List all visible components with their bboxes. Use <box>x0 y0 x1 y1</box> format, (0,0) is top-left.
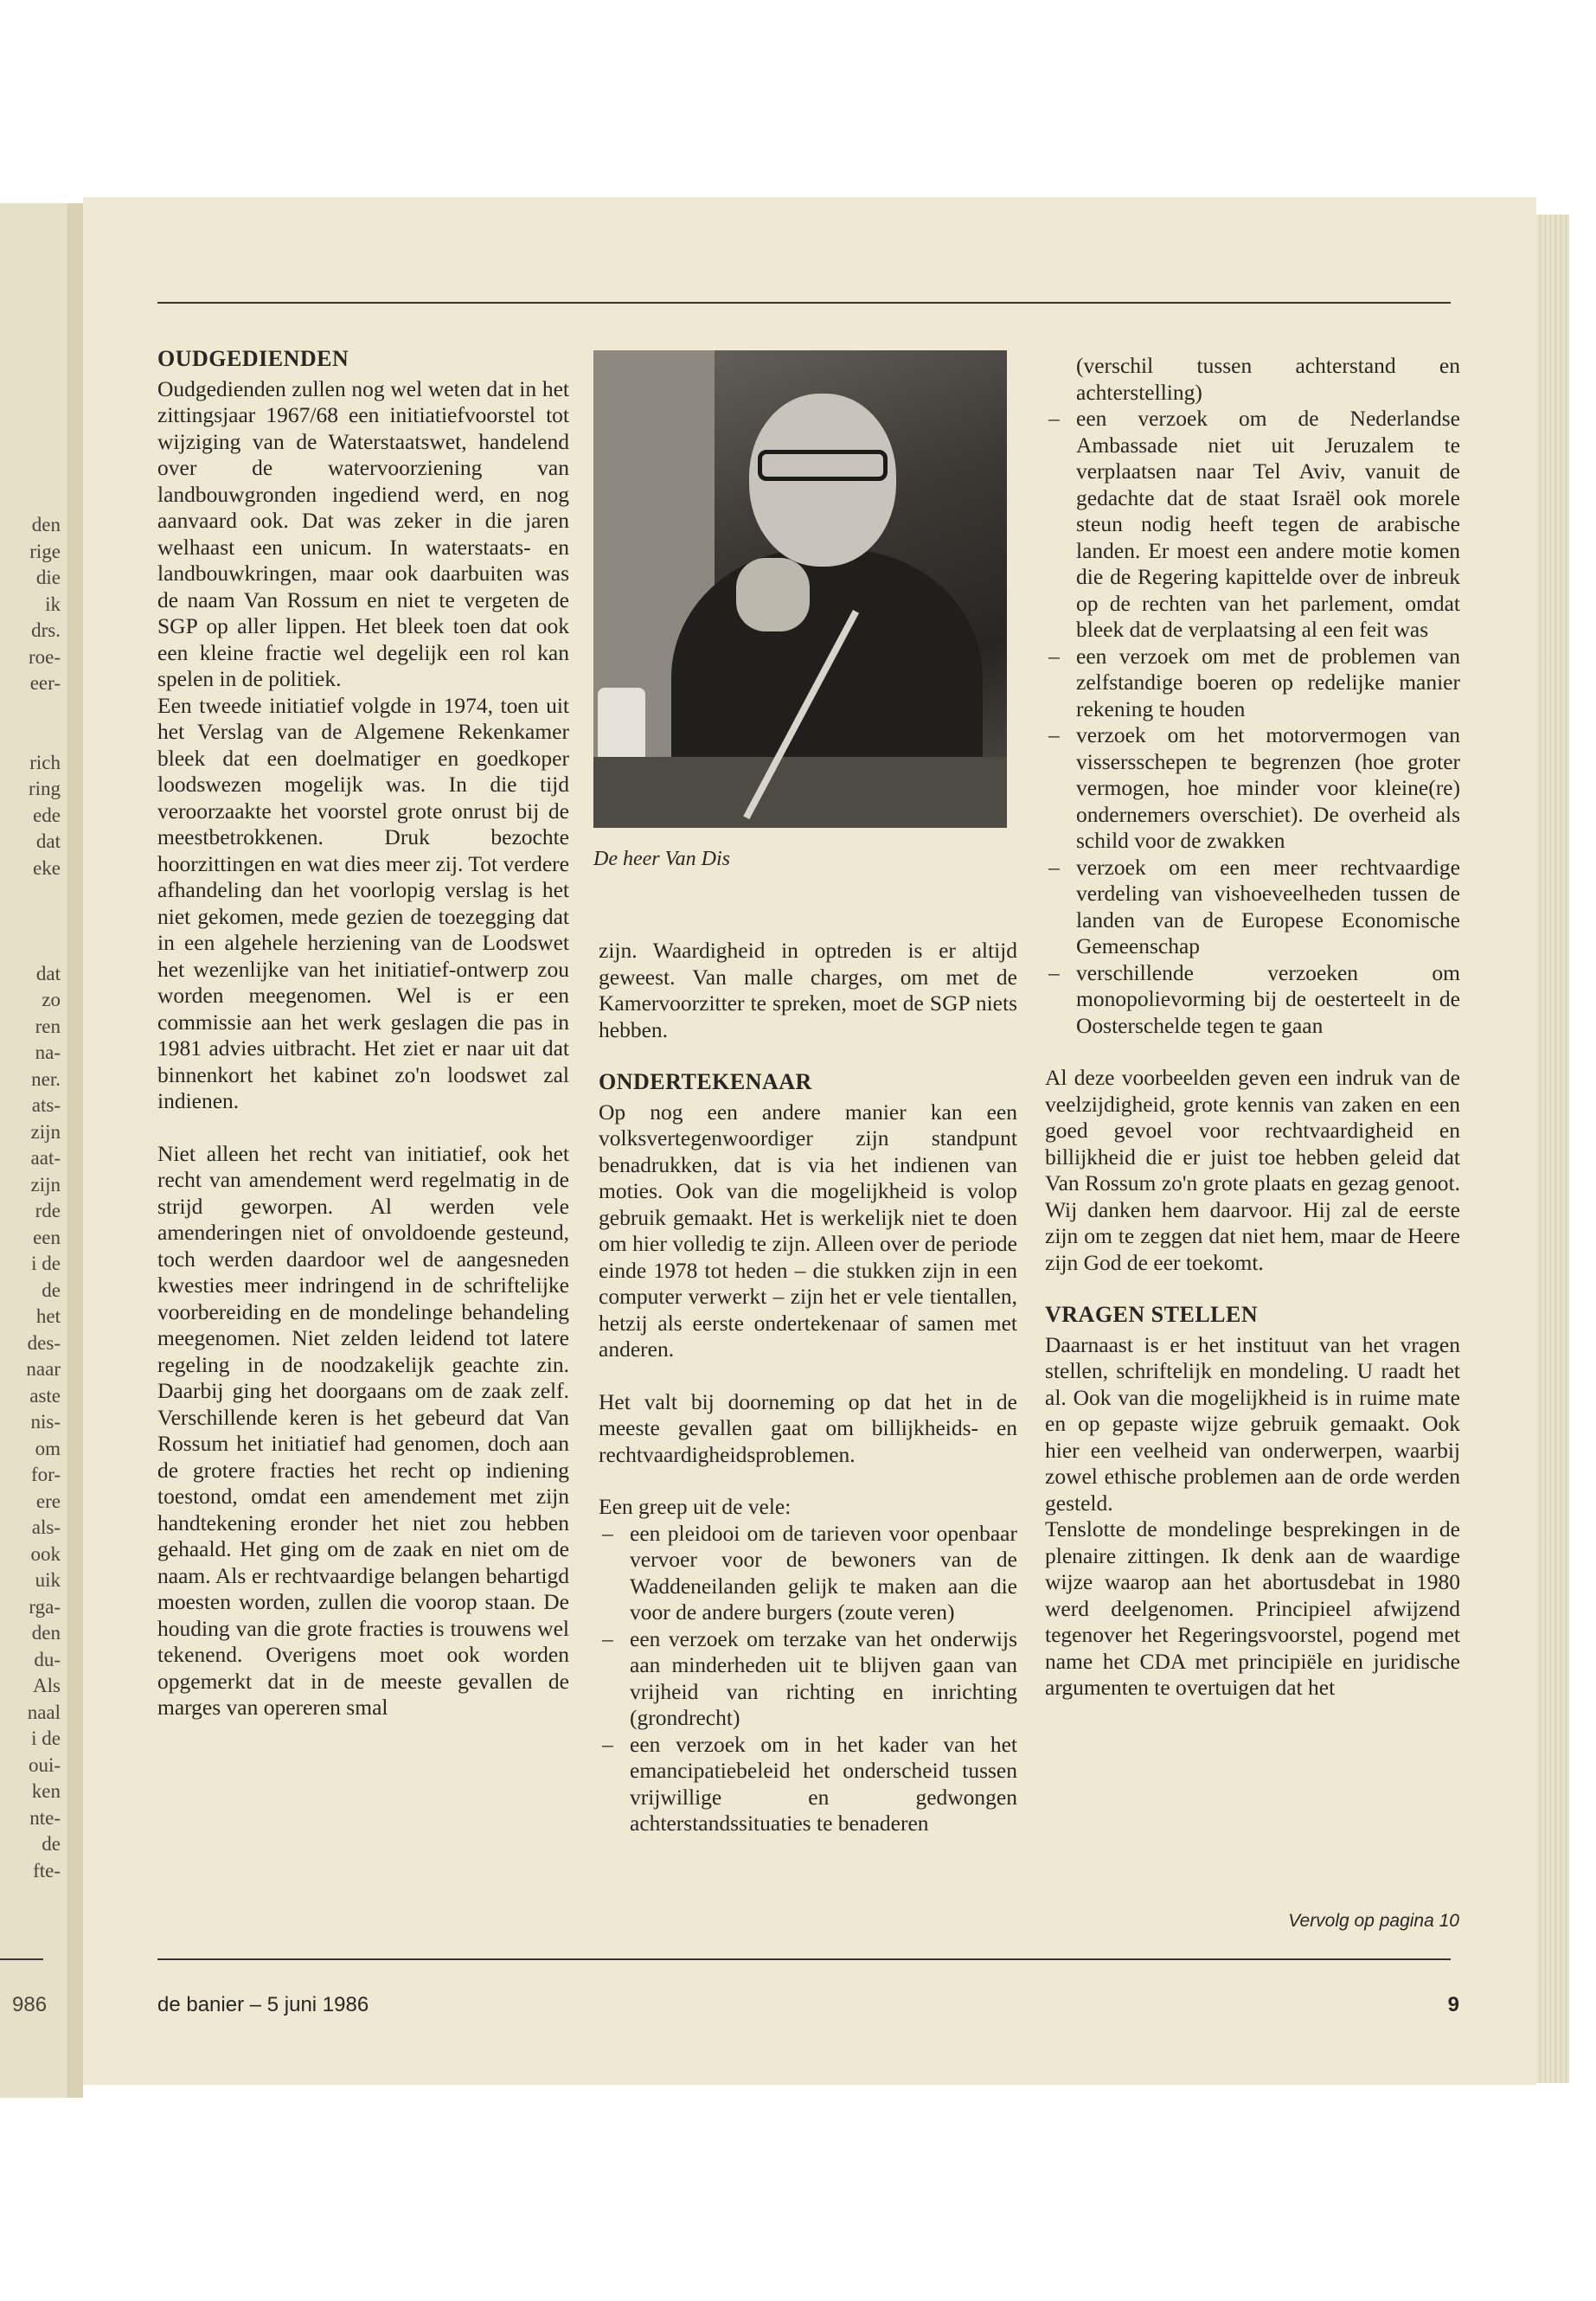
motions-list <box>599 1521 1017 1837</box>
requests-list <box>1045 406 1460 1039</box>
facing-page-text-fragment: rga- <box>29 1595 61 1618</box>
list-item: – verzoek om een meer rechtvaardige verdeling van vishoeveelheden tussen de landen van de Europese Economische Gemeenschap <box>1045 855 1460 960</box>
facing-page-text-fragment: drs. <box>31 619 61 641</box>
facing-page-text-fragment: ring <box>28 778 61 799</box>
list-item: – een verzoek om in het kader van het emancipatiebeleid het onderscheid tussen vrijwillige en gedwongen achterstandssituaties te benaderen <box>599 1732 1017 1837</box>
facing-page-text-fragment: i de <box>31 1253 61 1274</box>
paragraph: Het valt bij doorneming op dat het in de meeste gevallen gaat om billijkheids- en rechtvaardigheidsproblemen. <box>599 1388 1017 1467</box>
facing-page-text-fragment: fte- <box>33 1859 61 1881</box>
paragraph: Een tweede initiatief volgde in 1974, toen uit het Verslag van de Algemene Rekenkamer bleek dat een doelmatiger en goedkoper loodswezen mogelijk was. In die tijd veroorzaakte het voorstel grote onrust bij de meestbetrokkenen. Druk bezochte hoorzittingen en wat dies meer zij. Tot verdere afhandeling dan het voorlopig verslag is het niet gekomen, mede gezien de toezegging dat in een algehele herziening van de Loodswet het wezenlijke van het initiatief-ontwerp zou worden meegenomen. Wel is er een commissie aan het werk geslagen die pas in 1981 advies uitbracht. Het ziet er naar uit dat binnenkort het kabinet zo'n loodswet zal indienen. <box>157 692 569 1113</box>
facing-page-text-fragment: om <box>35 1437 61 1459</box>
photo-caption: De heer Van Dis <box>593 848 730 870</box>
facing-page-text-fragment: for- <box>30 1464 61 1485</box>
facing-page-text-fragment: roe- <box>28 645 61 668</box>
facing-page-text-fragment: den <box>31 1622 61 1644</box>
facing-page-text-fragment: het <box>35 1305 61 1327</box>
facing-page-text-fragment: den <box>31 514 61 535</box>
paragraph: Al deze voorbeelden geven een indruk van de veelzijdigheid, grote kennis van zaken en een goed gevoel voor rechtvaardigheid en billijkheid die er juist toe hebben geleid dat Van Rossum zo'n grote plaats en gezag genoot. Wij danken hem daarvoor. Hij zal de eerste zijn om te zeggen dat niet hem, maar de Heere zijn God de eer toekomt. <box>1045 1065 1460 1275</box>
section-heading-ondertekenaar: ONDERTEKENAAR <box>599 1069 812 1094</box>
paragraph: zijn. Waardigheid in optreden is er altijd geweest. Van malle charges, om met de Kamervoorzitter te spreken, moet de SGP niets hebben. <box>599 938 1017 1042</box>
facing-page-text-fragment: nis- <box>30 1411 61 1433</box>
facing-page-text-fragment: naar <box>26 1358 61 1380</box>
facing-page-text-fragment: ere <box>35 1490 61 1512</box>
facing-page-text-fragment: ats- <box>31 1094 61 1116</box>
column-1 <box>157 346 569 1721</box>
facing-page-text-fragment: ook <box>30 1542 61 1565</box>
paragraph: Op nog een andere manier kan een volksvertegenwoordiger zijn standpunt benadrukken, dat is via het indienen van moties. Ook van die mogelijkheid is volop gebruik gemaakt. Het is werkelijk niet te doen om hier volledig te zijn. Alleen over de periode einde 1978 tot heden – die stukken zijn in een computer verwerkt – zijn het er vele tientallen, hetzij als eerste ondertekenaar of samen met anderen. <box>599 1099 1017 1362</box>
facing-page-text-fragment: de <box>42 1833 61 1855</box>
list-item: – verschillende verzoeken om monopolievorming bij de oesterteelt in de Oosterschelde tegen te gaan <box>1045 960 1460 1040</box>
facing-page-text-fragment: aste <box>29 1384 61 1407</box>
facing-page-text-fragment: ede <box>33 804 61 826</box>
facing-page-text-fragment: rde <box>35 1200 61 1221</box>
facing-page-text-fragment: rige <box>29 540 61 562</box>
paragraph: Oudgedienden zullen nog wel weten dat in het zittingsjaar 1967/68 een initiatiefvoorstel tot wijziging van de Waterstaatswet, handelend over de watervoorziening van landbouwgronden ingediend werd, en nog aanvaard ook. Dat was zeker in die jaren welhaast een unicum. In waterstaats- en landbouwkringen, maar ook daarbuiten was de naam Van Rossum en niet te vergeten de SGP op aller lippen. Het bleek toen dat ook een kleine fractie wel degelijk een rol kan spelen in de politiek. <box>157 375 569 691</box>
facing-page-text-fragment: Als <box>33 1675 61 1696</box>
list-item: – een verzoek om terzake van het onderwijs aan minderheden uit te blijven gaan van vrijheid van richting en inrichting (grondrecht) <box>599 1626 1017 1732</box>
facing-page-text-fragment: des- <box>27 1331 61 1354</box>
column-3 <box>1045 353 1460 1702</box>
top-rule <box>157 302 1451 304</box>
list-item: – een verzoek om met de problemen van zelfstandige boeren op redelijke manier rekening te houden <box>1045 644 1460 723</box>
facing-page-text-fragment: als- <box>31 1516 61 1538</box>
section-heading-vragen-stellen: VRAGEN STELLEN <box>1045 1302 1259 1327</box>
facing-page-text-fragment: nte- <box>29 1806 61 1829</box>
facing-bottom-rule <box>0 1958 43 1960</box>
facing-page-text-fragment: eke <box>33 856 61 879</box>
facing-page-text-fragment: dat <box>35 962 61 984</box>
paragraph: Niet alleen het recht van initiatief, ook het recht van amendement werd regelmatig in de strijd geworpen. Al werden vele amenderingen niet of onvoldoende gesteund, toch werden daardoor wel de aangesneden kwesties meer indringend in de schriftelijke voorbereiding en de mondelinge behandeling meegenomen. Niet zelden leidend tot latere regeling in de noodzakelijk geachte zin. Daarbij ging het doorgaans om de zaak zelf. Verschillende keren is het gebeurd dat Van Rossum het initiatief had genomen, doch aan de grotere fracties het recht op indiening toestond, omdat een amendement met zijn handtekening eronder het niet zou hebben gehaald. Het ging om de zaak en niet om de naam. Als er rechtvaardige belangen behartigd moesten worden, zullen die voorop staan. De houding van die grote fracties is trouwens wel tekenend. Overigens moet ook worden opgemerkt dat in de meeste gevallen de marges van opereren smal <box>157 1140 569 1720</box>
facing-page-text-fragment: oui- <box>28 1753 61 1776</box>
facing-page-text-fragment: i de <box>31 1727 61 1749</box>
facing-page-text-fragment: naal <box>27 1701 61 1723</box>
column-2 <box>599 938 1017 1837</box>
facing-page-text-fragment: ken <box>31 1780 61 1802</box>
facing-page-text-fragment: du- <box>34 1648 61 1670</box>
section-heading-oudgedienden: OUDGEDIENDEN <box>157 346 349 371</box>
continued-on-page-note: Vervolg op pagina 10 <box>1288 1911 1459 1931</box>
facing-page-text-fragment: zo <box>42 989 61 1010</box>
facing-page-text-fragment: aat- <box>30 1147 61 1169</box>
facing-page <box>0 203 67 2098</box>
page-edges <box>1536 215 1569 2083</box>
facing-page-text-fragment: dat <box>35 830 61 852</box>
footer-page-number: 9 <box>1447 1993 1459 2016</box>
facing-page-text-fragment: ner. <box>31 1067 61 1090</box>
paragraph: Daarnaast is er het instituut van het vragen stellen, schriftelijk en mondeling. U raadt het al. Ook van die mogelijkheid is in ruime mate en op gepaste wijze gebruik gemaakt. Ook hier een veelheid van onderwerpen, waarbij zowel ethische problemen aan de orde werden gesteld. <box>1045 1331 1460 1516</box>
facing-page-footer: 986 <box>12 1993 48 2016</box>
facing-page-text-fragment: ren <box>35 1015 61 1037</box>
list-item: – verzoek om het motorvermogen van vissersschepen te begrenzen (hoe groter vermogen, hoe minder voor kleine(re) ondernemers overschiet). De overheid als schild voor de zwakken <box>1045 722 1460 855</box>
paragraph: (verschil tussen achterstand en achterstelling) <box>1076 353 1460 405</box>
facing-page-text-fragment: uik <box>35 1569 61 1591</box>
list-item: – een pleidooi om de tarieven voor openbaar vervoer voor de bewoners van de Waddeneilanden gelijk te maken aan die voor de andere burgers (zoute veren) <box>599 1521 1017 1626</box>
facing-page-text-fragment: zijn <box>30 1173 61 1195</box>
portrait-photo <box>593 350 1007 828</box>
list-item: – een verzoek om de Nederlandse Ambassade niet uit Jeruzalem te verplaatsen naar Tel Aviv, vanuit de gedachte dat de staat Israël ook morele steun nodig heeft tegen de arabische landen. Er moest een andere motie komen die de Regering kapittelde over de inbreuk op de rechten van het parlement, omdat bleek dat de verplaatsing al een feit was <box>1045 406 1460 644</box>
facing-page-text-fragment: ik <box>45 593 61 615</box>
bottom-rule <box>157 1958 1451 1960</box>
facing-page-text-fragment: de <box>42 1279 61 1301</box>
facing-page-text-fragment: zijn <box>30 1120 61 1143</box>
paragraph: Een greep uit de vele: <box>599 1494 792 1519</box>
facing-page-text-fragment: die <box>35 567 61 588</box>
facing-page-text-fragment: na- <box>35 1042 61 1063</box>
facing-page-text-fragment: rich <box>29 751 61 773</box>
facing-page-text-fragment: een <box>33 1226 61 1248</box>
paragraph: Tenslotte de mondelinge besprekingen in de plenaire zittingen. Ik denk aan de waardige wijze waarop aan het abortusdebat in 1980 werd deelgenomen. Principieel afwijzend tegenover het Regeringsvoorstel, pogend met name het CDA met principiële en juridische argumenten te overtuigen dat het <box>1045 1516 1460 1700</box>
facing-page-text-fragment: eer- <box>29 672 61 694</box>
footer-publication: de banier – 5 juni 1986 <box>157 1993 369 2016</box>
